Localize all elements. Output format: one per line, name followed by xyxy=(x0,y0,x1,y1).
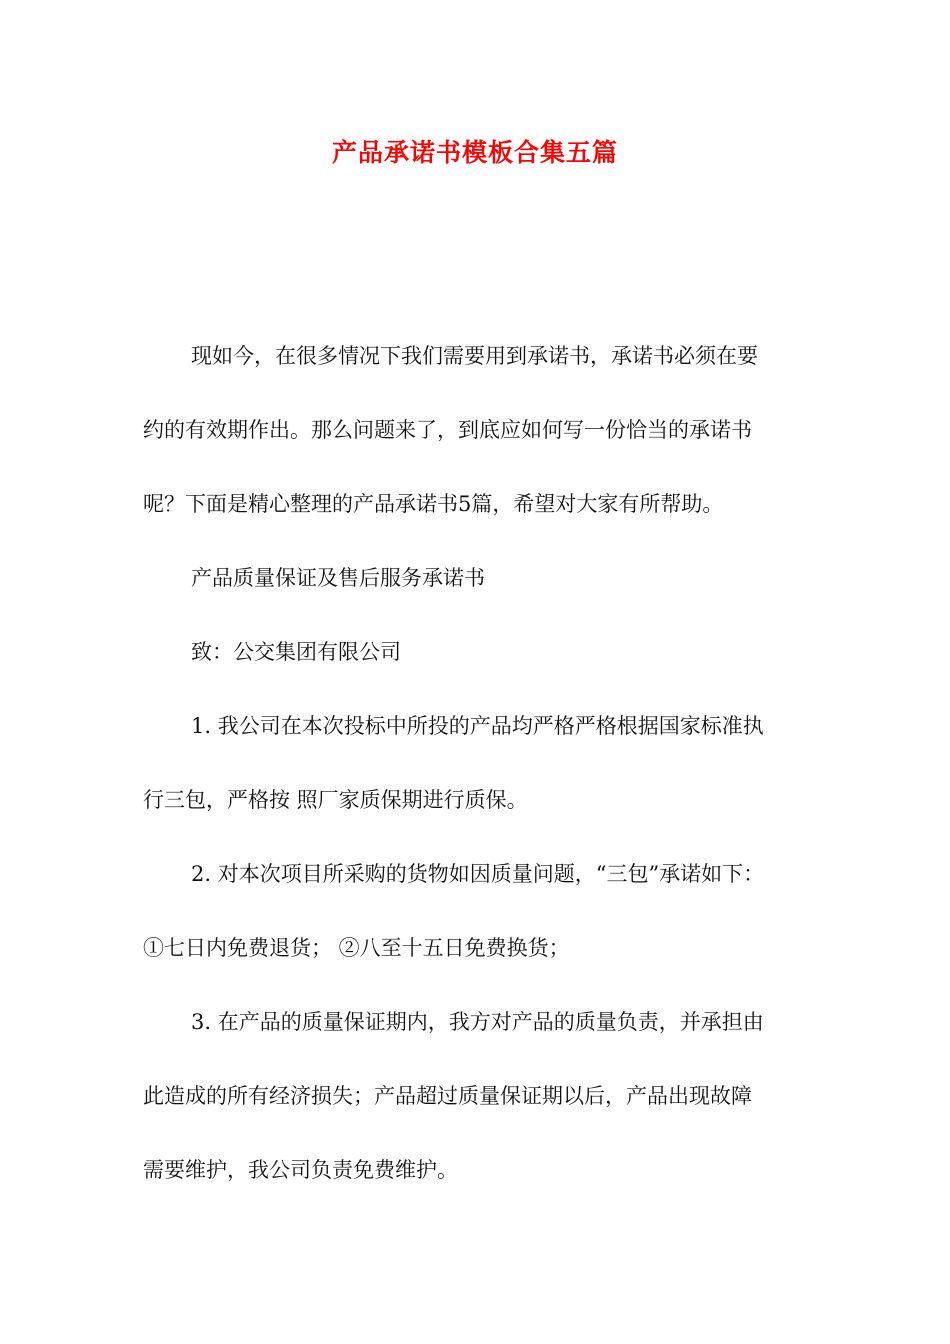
item-2-line-1: 2. 对本次项目所采购的货物如因质量问题，“三包”承诺如下： xyxy=(191,862,765,886)
paragraph-intro-line-2: 约的有效期作出。那么问题来了，到底应如何写一份恰当的承诺书 xyxy=(143,418,752,442)
item-3-line-1: 3. 在产品的质量保证期内，我方对产品的质量负责，并承担由 xyxy=(191,1010,764,1034)
item-3-line-3: 需要维护，我公司负责免费维护。 xyxy=(143,1158,458,1182)
paragraph-intro-line-1: 现如今，在很多情况下我们需要用到承诺书，承诺书必须在要 xyxy=(191,344,758,368)
item-3-line-2: 此造成的所有经济损失；产品超过质量保证期以后，产品出现故障 xyxy=(143,1084,752,1108)
section-heading: 产品质量保证及售后服务承诺书 xyxy=(191,566,485,590)
addressee: 致：公交集团有限公司 xyxy=(191,640,401,664)
item-2-line-2: ①七日内免费退货； ②八至十五日免费换货； xyxy=(143,936,570,960)
document-title: 产品承诺书模板合集五篇 xyxy=(331,138,618,167)
item-1-line-2: 行三包，严格按 照厂家质保期进行质保。 xyxy=(143,788,528,812)
paragraph-intro-line-3: 呢？下面是精心整理的产品承诺书5篇，希望对大家有所帮助。 xyxy=(143,492,724,516)
item-1-line-1: 1. 我公司在本次投标中所投的产品均严格严格根据国家标准执 xyxy=(191,714,764,738)
